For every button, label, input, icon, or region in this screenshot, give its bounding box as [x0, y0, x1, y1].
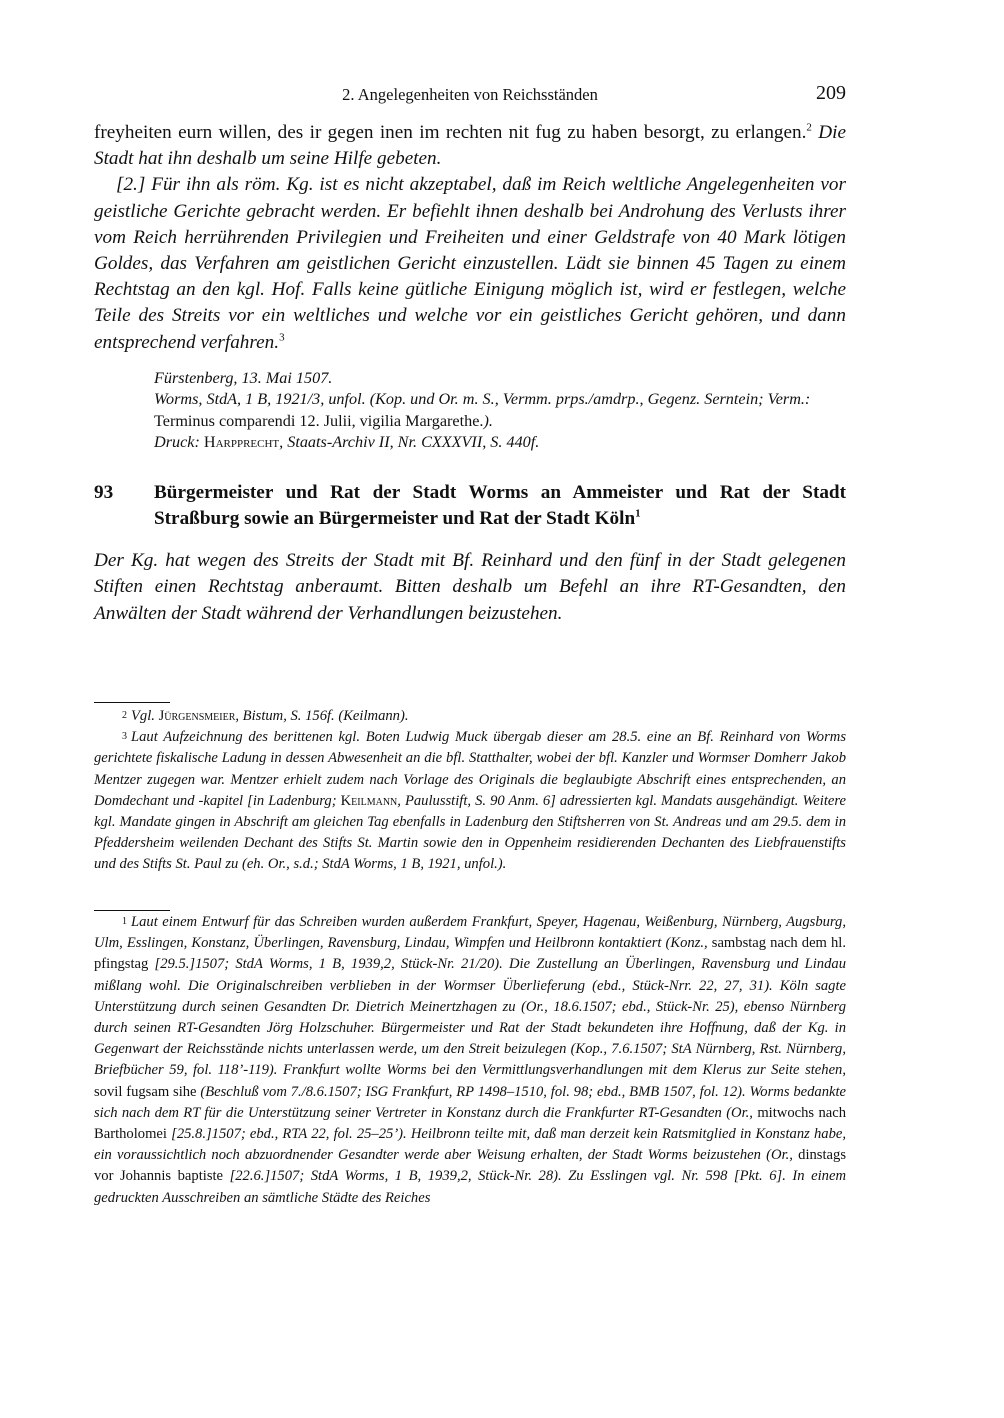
footnote-ref-2[interactable]: 2 [806, 121, 812, 134]
footnote-ref-3[interactable]: 3 [279, 331, 285, 344]
footnote-1 [94, 912, 846, 1209]
footnote-mark: 3 [122, 731, 127, 743]
document-heading [94, 480, 846, 532]
footnote-mark: 1 [122, 916, 127, 927]
fn1-s9: [22.6.]1507; StdA Worms, 1 B, 1939,2, Stück-Nr. 28). Zu Esslingen vgl. Nr. 598 [Pkt. 6]. In einem gedruckten Ausschreiben an sämtliche Städte des Reiches [94, 1168, 846, 1206]
fn1-quote-2: sovil fugsam sihe [94, 1083, 197, 1100]
regest: Der Kg. hat wegen des Streits der Stadt mit Bf. Reinhard und den fünf in der Stadt gelegenen Stiften einen Rechtstag anberaumt. Bitten deshalb um Befehl an ihre RT-Gesandten, den Anwälten der Stadt während der Verhandlungen beizustehen. [94, 550, 846, 624]
print-author: Harpprecht [203, 433, 280, 452]
fn3-c: , Paulusstift, S. 90 Anm. 6] adressierten kgl. Mandats ausgehändigt. Weitere kgl. Mandate gingen in Abschrift am gleichen Tag ebenfalls in Ladenburg den Stiftsherren von St. Andreas und am 29.5. dem in Pfeddersheim weilenden Dechant des Stifts St. Martin sowie den in Oppenheim residierenden Dechanten des Liebfrauenstifts und des Stifts St. Paul zu (eh. Or., s.d.; StdA Worms, 1 B, 1921, unfol.). [94, 792, 846, 873]
footnotes-block-b [94, 910, 846, 1209]
paragraph-1-text: freyheiten eurn willen, des ir gegen inen im rechten nit fug zu haben besorgt, zu erlangen. [94, 122, 807, 143]
fn1-quote-1: sambstag nach dem hl. pfingstag [94, 935, 846, 973]
paragraph-1 [94, 120, 846, 172]
print-label: Druck: [154, 433, 204, 452]
footnote-rule [94, 702, 170, 703]
footnote-ref-1[interactable]: 1 [635, 507, 641, 520]
running-title: 2. Angelegenheiten von Reichsständen [342, 85, 598, 104]
archive-quote: Terminus comparendi 12. Julii, vigilia Margarethe. [154, 411, 484, 430]
fn1-s7: [25.8.]1507; ebd., RTA 22, fol. 25–25’). Heilbronn teilte mit, daß man derzeit kein Ratsmitglied in Konstanz habe, ein voraussichtlich noch abzuordnender Gesandter werde aber Weisung erhalten, der Stadt Worms beizustehen (Or., [94, 1126, 846, 1164]
archive-close: ). [483, 411, 493, 430]
fn2-a: Vgl. [131, 708, 159, 724]
fn1-quote-3: mitwochs nach Bartholomei [94, 1104, 846, 1143]
document-number: 93 [94, 481, 114, 503]
paragraph-1-regest: Die Stadt hat ihn deshalb um seine Hilfe gebeten. [94, 122, 846, 170]
fn2-c: , Bistum, S. 156f. (Keilmann). [235, 708, 409, 724]
page-number: 209 [816, 82, 846, 104]
place-date: Fürstenberg, 13. Mai 1507. [154, 368, 333, 387]
source-block [154, 368, 846, 454]
print-line [154, 432, 846, 454]
archive-line [154, 389, 846, 432]
footnote-mark: 2 [122, 710, 127, 721]
fn1-s5: (Beschluß vom 7./8.6.1507; ISG Frankfurt, RP 1498–1510, fol. 98; ebd., BMB 1507, fol. 12). Worms bedankte sich nach dem RT für die Unterstützung seiner Vertreter in Konstanz durch die Frankfurter RT-Gesandten (Or., [94, 1083, 847, 1121]
document-title-text: Bürgermeister und Rat der Stadt Worms an Ammeister und Rat der Stadt Straßburg sowie an Bürgermeister und Rat der Stadt Köln [154, 481, 846, 530]
document-title [154, 480, 846, 532]
print-ref: , Staats-Archiv II, Nr. CXXXVII, S. 440f. [279, 433, 540, 452]
fn3-a: Laut Aufzeichnung des berittenen kgl. Boten Ludwig Muck übergab dieser am 28.5. eine an Bf. Reinhard von Worms gerichtete fiskalische Ladung in dessen Abwesenheit an die bfl. Statthalter, wobei der bfl. Kanzler und Wormser Domherr Jakob Mentzer zugegen war. Mentzer erhielt zudem nach Vorlage des Originals die beglaubigte Abschrift eines entsprechenden, an Domdechant und -kapitel [in Ladenburg; [94, 729, 846, 809]
fn1-s1: Laut einem Entwurf für das Schreiben wurden außerdem Frankfurt, Speyer, Hagenau, Weißenburg, Nürnberg, Augsburg, Ulm, Esslingen, Konstanz, Überlingen, Ravensburg, Lindau, Wimpfen und Heilbronn kontaktiert (Konz., [94, 914, 846, 952]
paragraph-2-text: [2.] Für ihn als röm. Kg. ist es nicht akzeptabel, daß im Reich weltliche Angelegenheiten vor geistliche Gerichte gebracht werden. Er befiehlt ihnen deshalb bei Androhung des Verlusts ihrer vom Reich herrührenden Privilegien und Freiheiten und einer Geldstrafe von 40 Mark lötigen Goldes, das Verfahren am geistlichen Gericht einzustellen. Lädt sie binnen 45 Tagen zu einem Rechtstag an den kgl. Hof. Falls keine gütliche Einigung möglich ist, wird er festlegen, welche Teile des Streits vor ein weltliches und welche vor ein geistliches Gericht gehören, und dann entsprechend verfahren. [94, 174, 846, 353]
footnote-3 [94, 727, 846, 875]
running-header [94, 82, 846, 108]
fn1-quote-4: dinstags vor Johannis baptiste [94, 1147, 846, 1185]
fn3-author: Keilmann [340, 792, 398, 809]
archive-text: Worms, StdA, 1 B, 1921/3, unfol. (Kop. und Or. m. S., Vermm. prps./amdrp., Gegenz. Serntein; Verm.: [154, 390, 811, 409]
footnote-2 [94, 706, 846, 727]
paragraph-2 [94, 172, 846, 355]
fn1-s3: [29.5.]1507; StdA Worms, 1 B, 1939,2, Stück-Nr. 21/20). Die Zustellung an Überlingen, Ravensburg und Lindau mißlang wohl. Die Originalschreiben verblieben in der Wormser Überlieferung (ebd., Stück-Nrr. 22, 27, 31). Köln sagte Unterstützung durch seinen Gesandten Dr. Dietrich Meinertzhagen zu (Or., 18.6.1507; ebd., Stück-Nr. 25), ebenso Nürnberg durch seinen RT-Gesandten Jörg Holzschuher. Bürgermeister und Rat der Stadt bekundeten ihre Hoffnung, daß der Kg. in Gegenwart der Reichsstände nichts unterlassen werde, um den Streit beizulegen (Kop., 7.6.1507; StA Nürnberg, Rst. Nürnberg, Briefbücher 59, fol. 118’-119). Frankfurt wollte Worms bei den Vermittlungsverhandlungen mit dem Klerus zur Seite stehen, [94, 956, 846, 1079]
footnotes-block-a [94, 702, 846, 876]
fn2-author: Jürgensmeier [158, 708, 236, 724]
footnote-rule [94, 910, 170, 911]
